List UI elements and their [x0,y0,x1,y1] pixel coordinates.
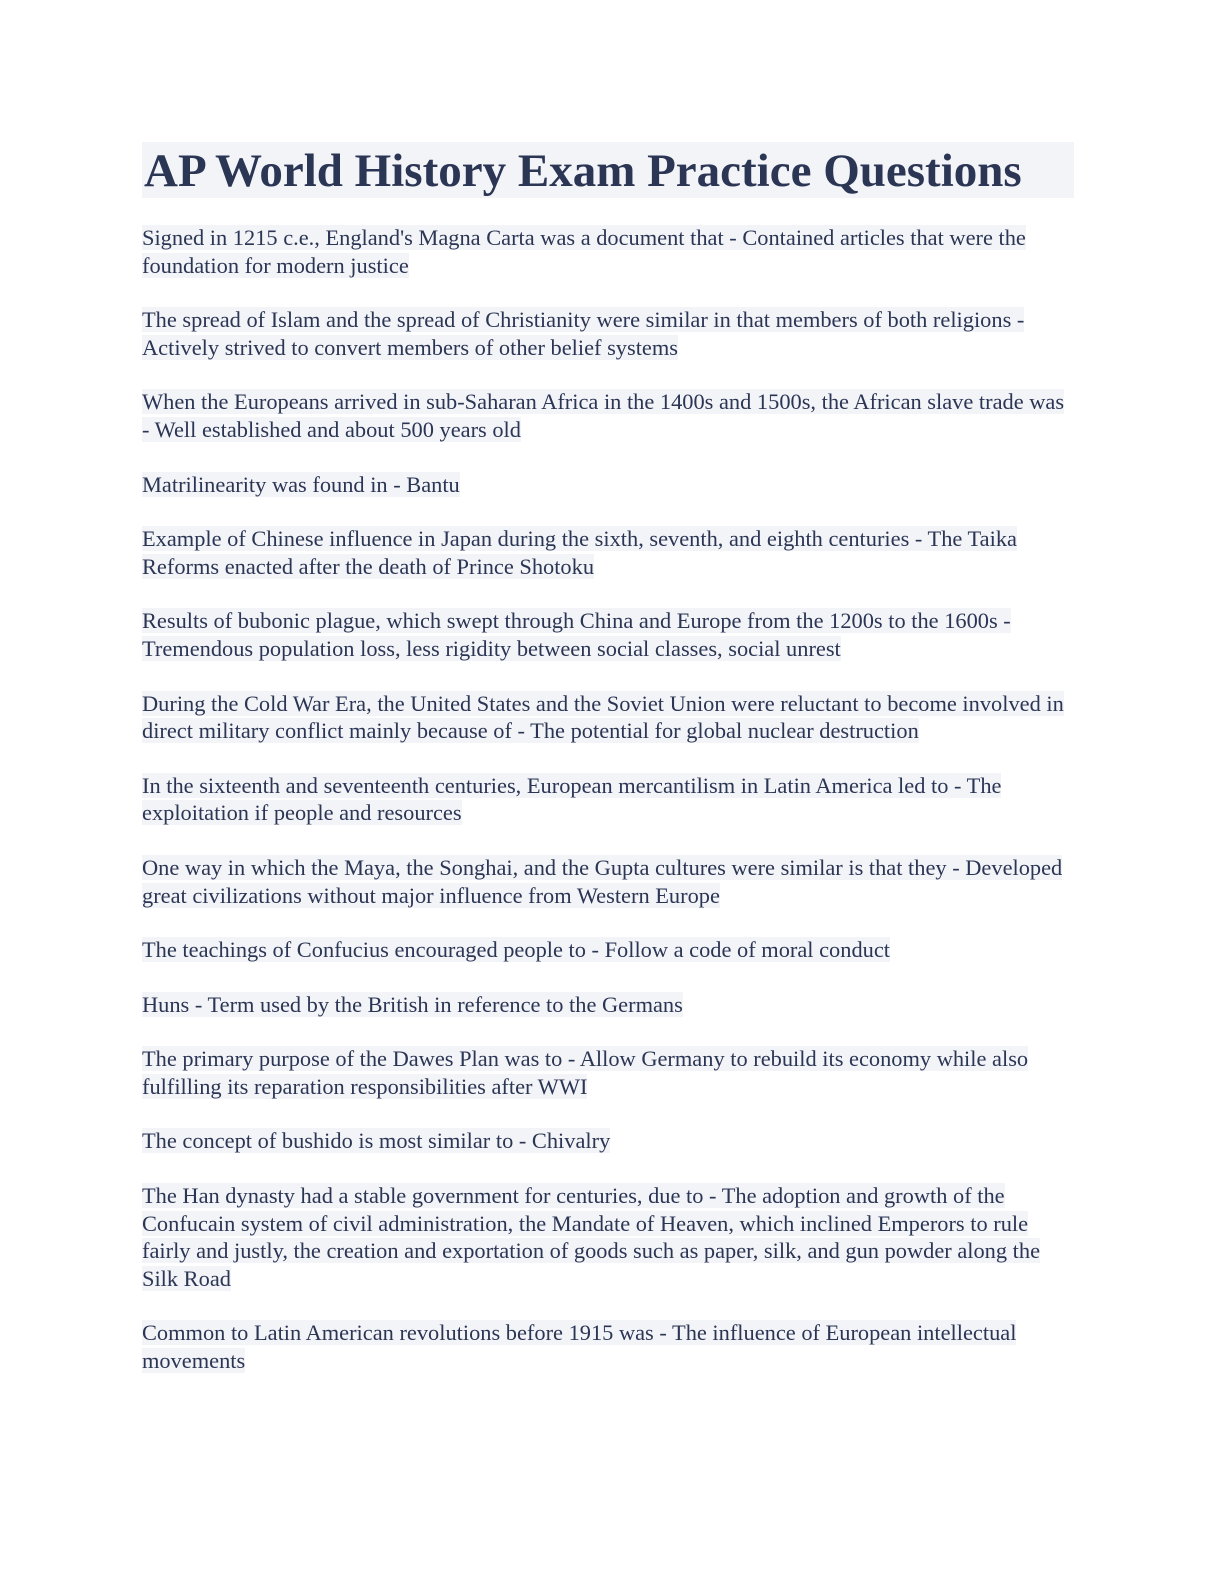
qa-item [142,1127,1074,1155]
qa-text: One way in which the Maya, the Songhai, and the Gupta cultures were similar is that they - Developed great civilizations without major influence from Western Europe [142,854,1063,908]
qa-item [142,525,1074,580]
qa-item [142,1319,1074,1374]
qa-text: The Han dynasty had a stable government for centuries, due to - The adoption and growth of the Confucain system of civil administration, the Mandate of Heaven, which inclined Emperors to rule fairly and justly, the creation and exportation of goods such as paper, silk, and gun powder along the Silk Road [142,1183,1041,1291]
qa-item [142,471,1074,499]
qa-text: Common to Latin American revolutions before 1915 was - The influence of European intellectual movements [142,1320,1017,1374]
page-title: AP World History Exam Practice Questions [144,145,1022,197]
qa-text: Example of Chinese influence in Japan during the sixth, seventh, and eighth centuries - The Taika Reforms enacted after the death of Prince Shotoku [142,526,1017,579]
qa-text: When the Europeans arrived in sub-Saharan Africa in the 1400s and 1500s, the African slave trade was - Well established and about 500 years old [142,389,1065,442]
qa-item [142,936,1074,964]
qa-item [142,607,1074,662]
qa-item [142,1182,1074,1292]
qa-item [142,690,1074,745]
qa-text: During the Cold War Era, the United States and the Soviet Union were reluctant to become involved in direct military conflict mainly because of - The potential for global nuclear destruction [142,690,1064,744]
qa-text: Results of bubonic plague, which swept through China and Europe from the 1200s to the 1600s - Tremendous population loss, less rigidity between social classes, social unrest [142,608,1011,661]
qa-item [142,1045,1074,1100]
qa-text: The spread of Islam and the spread of Christianity were similar in that members of both religions - Actively strived to convert members of other belief systems [142,307,1025,360]
qa-item [142,854,1074,909]
qa-text: Matrilinearity was found in - Bantu [142,471,460,497]
document-page [142,142,1074,1402]
qa-text: Huns - Term used by the British in reference to the Germans [142,991,683,1017]
qa-text: The primary purpose of the Dawes Plan was to - Allow Germany to rebuild its economy while also fulfilling its reparation responsibilities after WWI [142,1046,1029,1099]
qa-item [142,772,1074,827]
qa-text: In the sixteenth and seventeenth centuries, European mercantilism in Latin America led to - The exploitation if people and resources [142,772,1002,826]
qa-item [142,991,1074,1019]
qa-text: The teachings of Confucius encouraged people to - Follow a code of moral conduct [142,937,890,963]
qa-text: Signed in 1215 c.e., England's Magna Carta was a document that - Contained articles that were the foundation for modern justice [142,225,1026,278]
title-block [142,142,1074,198]
qa-item [142,388,1074,443]
qa-item [142,224,1074,279]
qa-list [142,224,1074,1375]
qa-item [142,306,1074,361]
qa-text: The concept of bushido is most similar to - Chivalry [142,1128,611,1154]
